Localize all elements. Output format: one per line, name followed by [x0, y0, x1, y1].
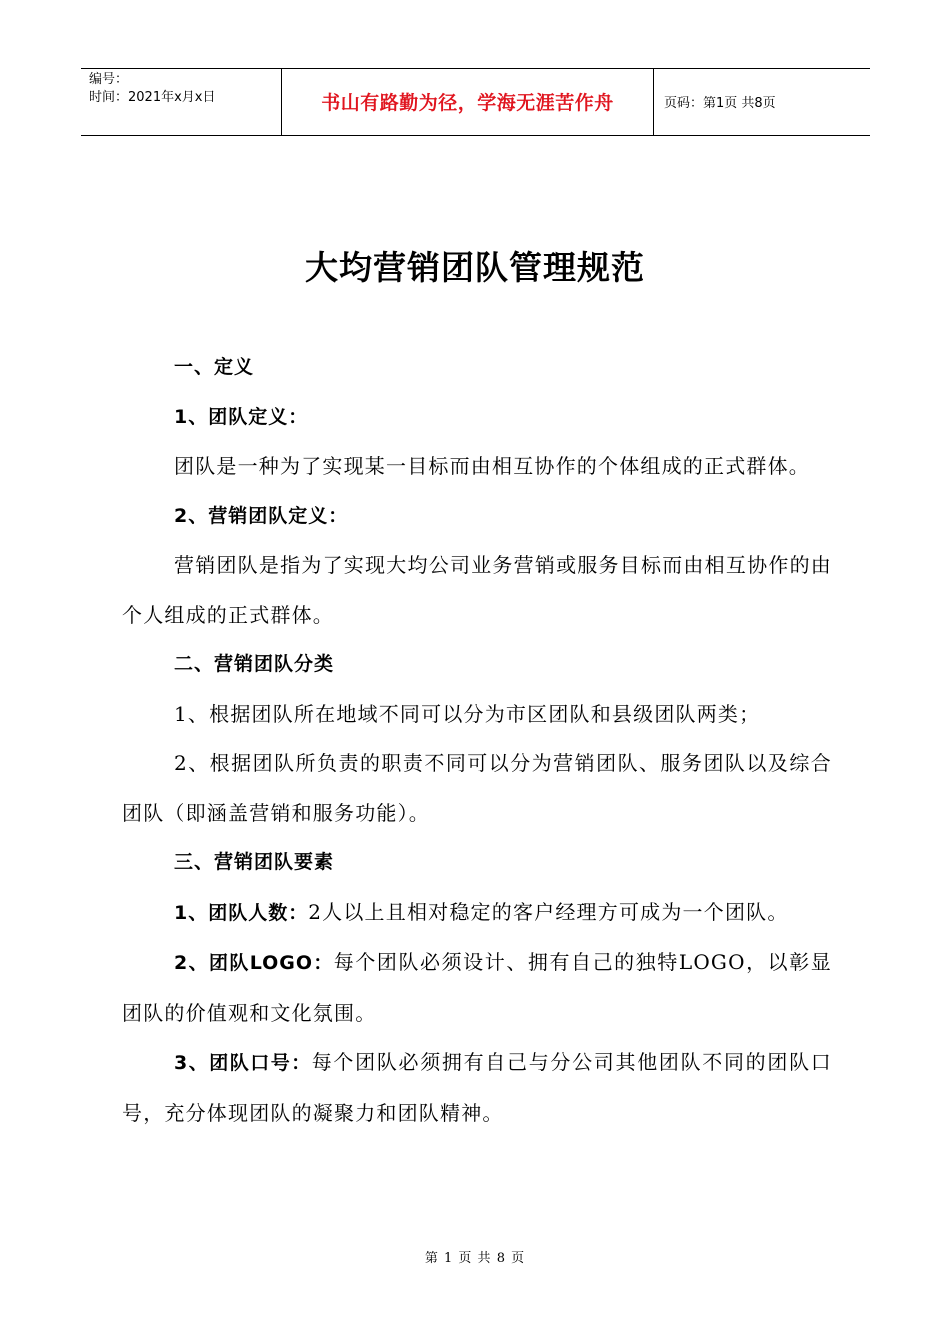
- document-body: [122, 343, 832, 1138]
- subheading-marketing-team-definition: 2、营销团队定义：: [174, 504, 349, 527]
- lead-headcount: 1、团队人数：: [174, 901, 309, 924]
- document-number-label: 编号：: [89, 72, 129, 87]
- lead-slogan: 3、团队口号：: [174, 1052, 312, 1074]
- paragraph-element-headcount: [122, 888, 832, 939]
- paragraph-classification-1: 1、根据团队所在地域不同可以分为市区团队和县级团队两类；: [174, 701, 761, 726]
- page-footer-number: 第 1 页 共 8 页: [424, 1251, 526, 1266]
- text-logo: 每个团队必须设计、拥有自己的独特LOGO，以彰显团队的价值观和文化氛围。: [122, 950, 832, 1025]
- text-slogan: 每个团队必须拥有自己与分公司其他团队不同的团队口号，充分体现团队的凝聚力和团队精神。: [122, 1050, 832, 1125]
- paragraph-element-slogan: [122, 1038, 832, 1138]
- section-heading-classification: 二、营销团队分类: [174, 653, 335, 675]
- document-header: [81, 68, 870, 136]
- subheading-team-definition: 1、团队定义：: [174, 405, 309, 428]
- section-heading-definition: 一、定义: [174, 356, 255, 378]
- header-page-info: 页码：第1页 共8页: [664, 95, 776, 111]
- lead-logo: 2、团队LOGO：: [174, 952, 334, 974]
- section-heading-elements: 三、营销团队要素: [174, 851, 335, 873]
- paragraph-classification-2: 2、根据团队所负责的职责不同可以分为营销团队、服务团队以及综合团队（即涵盖营销和服务功能）。: [122, 751, 832, 825]
- paragraph-element-logo: [122, 938, 832, 1038]
- paragraph-team-definition: 团队是一种为了实现某一目标而由相互协作的个体组成的正式群体。: [174, 454, 810, 478]
- text-headcount: 2人以上且相对稳定的客户经理方可成为一个团队。: [308, 899, 789, 924]
- document-date-label: 时间：2021年x月x日: [89, 90, 216, 105]
- paragraph-marketing-team-definition: 营销团队是指为了实现大均公司业务营销或服务目标而由相互协作的由个人组成的正式群体。: [122, 553, 832, 627]
- header-meta: [81, 69, 281, 135]
- header-motto: 书山有路勤为径，学海无涯苦作舟: [281, 69, 654, 135]
- document-title: 大均营销团队管理规范: [305, 248, 645, 287]
